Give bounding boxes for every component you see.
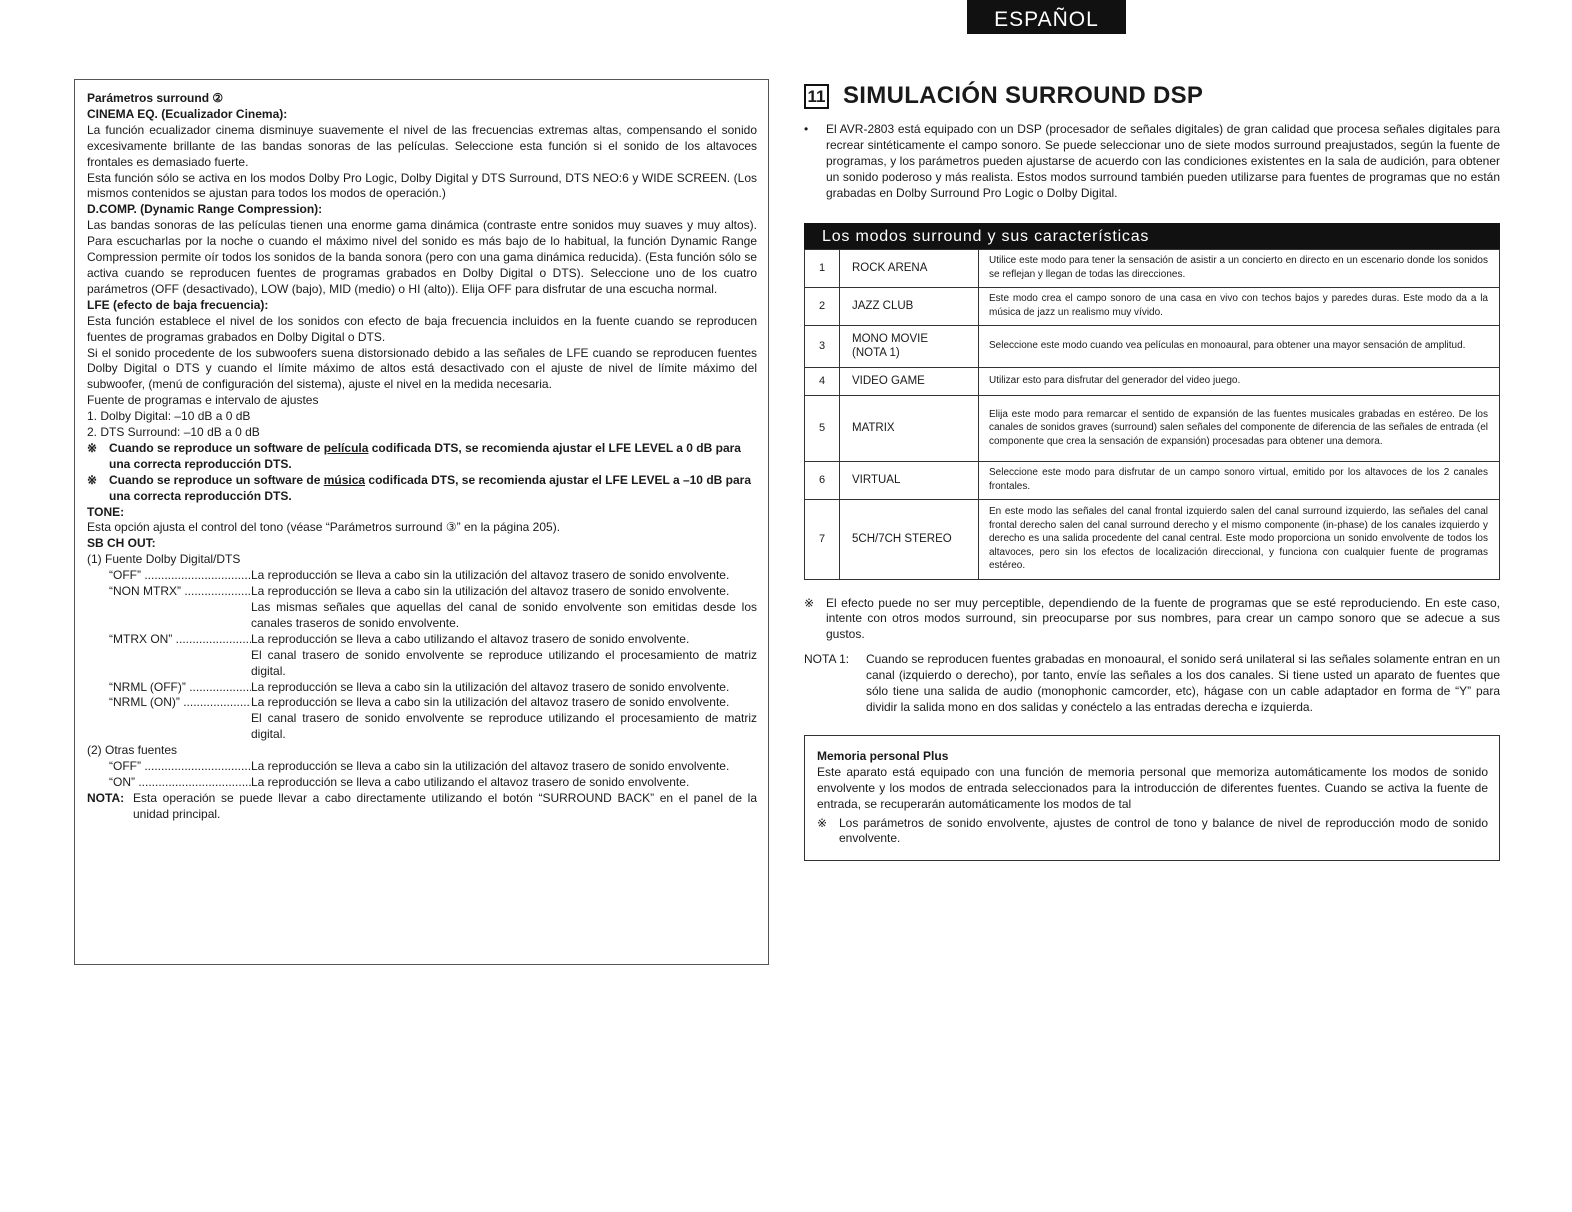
table-row (805, 367, 1500, 395)
lfe-music-note-underline: música (323, 472, 366, 487)
tone-title: TONE: (87, 504, 125, 519)
sb-other-option-on (87, 775, 757, 791)
intro-paragraph (804, 122, 1500, 202)
sb-option-non-mtrx-detail: Las mismas señales que aquellas del canal de sonido envolvente son emitidas desde los canales traseros de sonido envolvente. (251, 600, 757, 630)
mode-description: En este modo las señales del canal frontal izquierdo salen del canal surround izquierdo, las señales del canal frontal derecho salen del canal surround derecho y el mismo componente (in-phase) de los canales izquierdo y derecho es una salida procedente del canal central. Este modo proporciona un sonido envolvente de todos los altavoces, pero sin los efectos de localización direccional, y funciona con cualquier fuente de programas estéreo. (979, 499, 1500, 579)
mode-name-line: MONO MOVIE (852, 333, 929, 346)
mode-description: Este modo crea el campo sonoro de una casa en vivo con techos bajos y paredes duras. Este modo da a la música de jazz un realismo muy vívido. (979, 287, 1500, 325)
mode-name: 5CH/7CH STEREO (840, 499, 979, 579)
mode-number: 1 (805, 249, 840, 287)
lfe-movie-note-underline: película (323, 440, 369, 455)
mode-number: 7 (805, 499, 840, 579)
nota-1 (804, 652, 1500, 716)
surround-parameters-box (74, 79, 769, 965)
mode-description: Seleccione este modo cuando vea películas en monoaural, para obtener una mayor sensación de amplitud. (979, 325, 1500, 367)
mode-number: 4 (805, 367, 840, 395)
mode-name: MATRIX (840, 395, 979, 461)
sb-other-option-off (87, 759, 757, 775)
lfe-music-note-text-a: Cuando se reproduce un software de (109, 472, 324, 487)
lfe-title: LFE (efecto de baja frecuencia): (87, 297, 269, 312)
lfe-paragraph-2: Si el sonido procedente de los subwoofers suena distorsionado debido a las señales de LFE cuando se reproducen fuentes Dolby Digital o DTS y cuando el límite máximo de altos está desactivado con el ajuste de nivel de límite máximo del subwoofer, (menú de configuración del sistema), ajuste el nivel en la medida necesaria. (87, 345, 757, 392)
personal-memory-title: Memoria personal Plus (817, 748, 949, 763)
lfe-movie-note-text-a: Cuando se reproduce un software de (109, 440, 324, 455)
note-mark-icon: ※ (87, 440, 98, 455)
lfe-movie-note-text-b: codificada DTS, se recomienda ajustar el LFE LEVEL a 0 dB para una correcta reproducción DTS. (109, 440, 741, 471)
dcomp-title: D.COMP. (Dynamic Range Compression): (87, 202, 323, 217)
dcomp-paragraph: Las bandas sonoras de las películas tienen una enorme gama dinámica (contraste entre sonidos muy suaves y muy altos). Para escucharlas por la noche o cuando el máximo nivel del sonido es más bajo de lo habitual, la función Dynamic Range Compression permite oír todos los sonidos de la banda sonora (pero con una gama dinámica reducida). (Esta función sólo se activa cuando se reproducen fuentes de programas grabados en Dolby Digital o DTS). Seleccione uno de los cuatro parámetros (OFF (desactivado), LOW (bajo), MID (medio) o HI (alto)). Elija OFF para disfrutar de una escucha normal. (87, 218, 757, 296)
mode-description: Utilice este modo para tener la sensación de asistir a un concierto en directo en un escenario donde los sonidos se reflejan y llegan de todas las direcciones. (979, 249, 1500, 287)
intro-text: El AVR-2803 está equipado con un DSP (procesador de señales digitales) de gran calidad que procesa señales digitales para recrear sintéticamente el campo sonoro. Se puede seleccionar uno de siete modos surround preajustados, según la fuente de programas, y los parámetros pueden ajustarse de acuerdo con las condiciones existentes en la sala de audición, para obtener un sonido poderoso y más realista. Estos modos surround también pueden utilizarse para fuentes de programas que no están grabadas en Dolby Surround Pro Logic o Dolby Digital. (826, 122, 1500, 200)
section-number: 11 (804, 84, 829, 109)
mode-number: 5 (805, 395, 840, 461)
cinema-eq-paragraph: La función ecualizador cinema disminuye suavemente el nivel de las frecuencias extremas altas, compensando el sonido excesivamente brillante de las bandas sonoras de las películas. Seleccione esta función si el sonido de los altavoces frontales es demasiado fuerte. (87, 122, 757, 169)
personal-memory-box (804, 735, 1500, 861)
note-mark-icon: ※ (804, 595, 815, 610)
dsp-section (804, 79, 1500, 861)
option-key: “OFF” ..... (87, 759, 251, 775)
section-title-text: SIMULACIÓN SURROUND DSP (843, 82, 1204, 110)
option-key: “NON MTRX” ..... (87, 584, 251, 600)
option-value: La reproducción se lleva a cabo sin la utilización del altavoz trasero de sonido envolvente. (251, 584, 730, 599)
nota-1-label: NOTA 1: (804, 652, 850, 667)
mode-name (840, 325, 979, 367)
sb-option-nrml-on-detail: El canal trasero de sonido envolvente se reproduce utilizando el procesamiento de matriz digital. (251, 711, 757, 742)
option-value: La reproducción se lleva a cabo utilizando el altavoz trasero de sonido envolvente. (251, 774, 690, 789)
mode-name: JAZZ CLUB (840, 287, 979, 325)
option-value: La reproducción se lleva a cabo utilizando el altavoz trasero de sonido envolvente. (251, 631, 690, 646)
mode-name: VIDEO GAME (840, 367, 979, 395)
mode-name: VIRTUAL (840, 461, 979, 499)
bullet-icon: • (804, 122, 809, 136)
cinema-eq-title: CINEMA EQ. (Ecualizador Cinema): (87, 106, 288, 121)
lfe-movie-note (87, 441, 757, 473)
surround-modes-table (804, 249, 1500, 580)
language-tab: ESPAÑOL (967, 0, 1126, 34)
lfe-music-note-text-b: codificada DTS, se recomienda ajustar el LFE LEVEL a –10 dB para una correcta reproducción DTS. (109, 472, 751, 503)
lfe-range-dts: 2. DTS Surround: –10 dB a 0 dB (87, 425, 260, 440)
note-mark-icon: ※ (87, 472, 98, 487)
option-key: “MTRX ON” ..... (87, 632, 251, 648)
option-key: “ON” ..... (87, 775, 251, 791)
sb-other-sources-title: (2) Otras fuentes (87, 743, 178, 758)
option-value: La reproducción se lleva a cabo sin la utilización del altavoz trasero de sonido envolvente. (251, 695, 730, 710)
mode-number: 3 (805, 325, 840, 367)
lfe-paragraph-1: Esta función establece el nivel de los sonidos con efecto de baja frecuencia incluidos en la fuente cuando se reproducen fuentes de programas grabados en Dolby Digital o DTS. (87, 313, 757, 344)
note-mark-icon: ※ (817, 815, 828, 830)
option-value: La reproducción se lleva a cabo sin la utilización del altavoz trasero de sonido envolvente. (251, 679, 730, 694)
sb-ch-out-title: SB CH OUT: (87, 536, 156, 551)
mode-name-note: (NOTA 1) (852, 347, 900, 360)
sb-option-non-mtrx (87, 584, 757, 600)
mode-name: ROCK ARENA (840, 249, 979, 287)
sb-dolby-dts-title: (1) Fuente Dolby Digital/DTS (87, 552, 241, 567)
effect-note-text: El efecto puede no ser muy perceptible, dependiendo de la fuente de programas que se esté reproduciendo. En este caso, intente con otros modos surround, sin preocuparse por sus nombres, para crear un campo sonoro que se adecue a sus gustos. (826, 595, 1500, 642)
mode-number: 2 (805, 287, 840, 325)
sb-nota (87, 791, 757, 823)
option-key: “NRML (ON)” ..... (87, 695, 251, 711)
personal-memory-note (817, 816, 1488, 848)
personal-memory-note-text: Los parámetros de sonido envolvente, ajustes de control de tono y balance de nivel de reproducción modo de sonido envolvente. (839, 815, 1488, 846)
option-key: “NRML (OFF)” ..... (87, 680, 251, 696)
sb-option-mtrx-on (87, 632, 757, 648)
tone-paragraph: Esta opción ajusta el control del tono (véase “Parámetros surround ③” en la página 205). (87, 520, 561, 535)
modes-band-title: Los modos surround y sus características (804, 223, 1500, 249)
nota-1-text: Cuando se reproducen fuentes grabadas en monoaural, el sonido será unilateral si las señales solamente entran en un canal (izquierdo o derecho), por tanto, envíe las señales a los dos canales. Si tiene usted un aparato de fuentes que sólo tiene una salida de audio (monophonic camcorder, etc), hágase con un cable adaptador en forma de “Y” para dividir la salida mono en dos salidas y conéctelo a las entradas derecha e izquierda. (866, 652, 1500, 714)
section-title (804, 79, 1500, 113)
table-row (805, 395, 1500, 461)
lfe-range-title: Fuente de programas e intervalo de ajustes (87, 393, 319, 408)
table-row (805, 249, 1500, 287)
nota-text: Esta operación se puede llevar a cabo directamente utilizando el botón “SURROUND BACK” en el panel de la unidad principal. (133, 790, 757, 821)
table-row (805, 325, 1500, 367)
sb-option-mtrx-on-detail: El canal trasero de sonido envolvente se reproduce utilizando el procesamiento de matriz digital. (251, 647, 757, 678)
mode-number: 6 (805, 461, 840, 499)
lfe-range-dolby: 1. Dolby Digital: –10 dB a 0 dB (87, 409, 251, 424)
surround-parameters-heading: Parámetros surround ② (87, 91, 224, 105)
nota-label: NOTA: (87, 790, 125, 805)
mode-description: Utilizar esto para disfrutar del generador del video juego. (979, 367, 1500, 395)
sb-option-off (87, 568, 757, 584)
option-key: “OFF” ..... (87, 568, 251, 584)
lfe-music-note (87, 473, 757, 505)
table-row (805, 287, 1500, 325)
cinema-eq-paragraph-2: Esta función sólo se activa en los modos Dolby Pro Logic, Dolby Digital y DTS Surround, DTS NEO:6 y WIDE SCREEN. (Los mismos contenidos se ajustan para todos los modos de operación.) (87, 170, 757, 201)
personal-memory-paragraph: Este aparato está equipado con una función de memoria personal que memoriza automáticamente los modos de sonido envolvente y los modos de entrada seleccionados para la introducción de diferentes fuentes. Cuando se activa la fuente de entrada, se recuperarán automáticamente los modos de tal (817, 764, 1488, 811)
mode-description: Elija este modo para remarcar el sentido de expansión de las fuentes musicales grabadas en estéreo. De los canales de sonidos graves (surround) salen señales del componente de diferencia de las señales de entrada (el componente que crea la sensación de expansión) procesadas para obtener una demora. (979, 395, 1500, 461)
option-value: La reproducción se lleva a cabo sin la utilización del altavoz trasero de sonido envolvente. (251, 568, 730, 583)
mode-description: Seleccione este modo para disfrutar de un campo sonoro virtual, emitido por los altavoces de los 2 canales frontales. (979, 461, 1500, 499)
effect-note (804, 596, 1500, 644)
table-row (805, 499, 1500, 579)
table-row (805, 461, 1500, 499)
sb-option-nrml-on (87, 695, 757, 711)
sb-option-nrml-off (87, 680, 757, 696)
option-value: La reproducción se lleva a cabo sin la utilización del altavoz trasero de sonido envolvente. (251, 759, 730, 774)
